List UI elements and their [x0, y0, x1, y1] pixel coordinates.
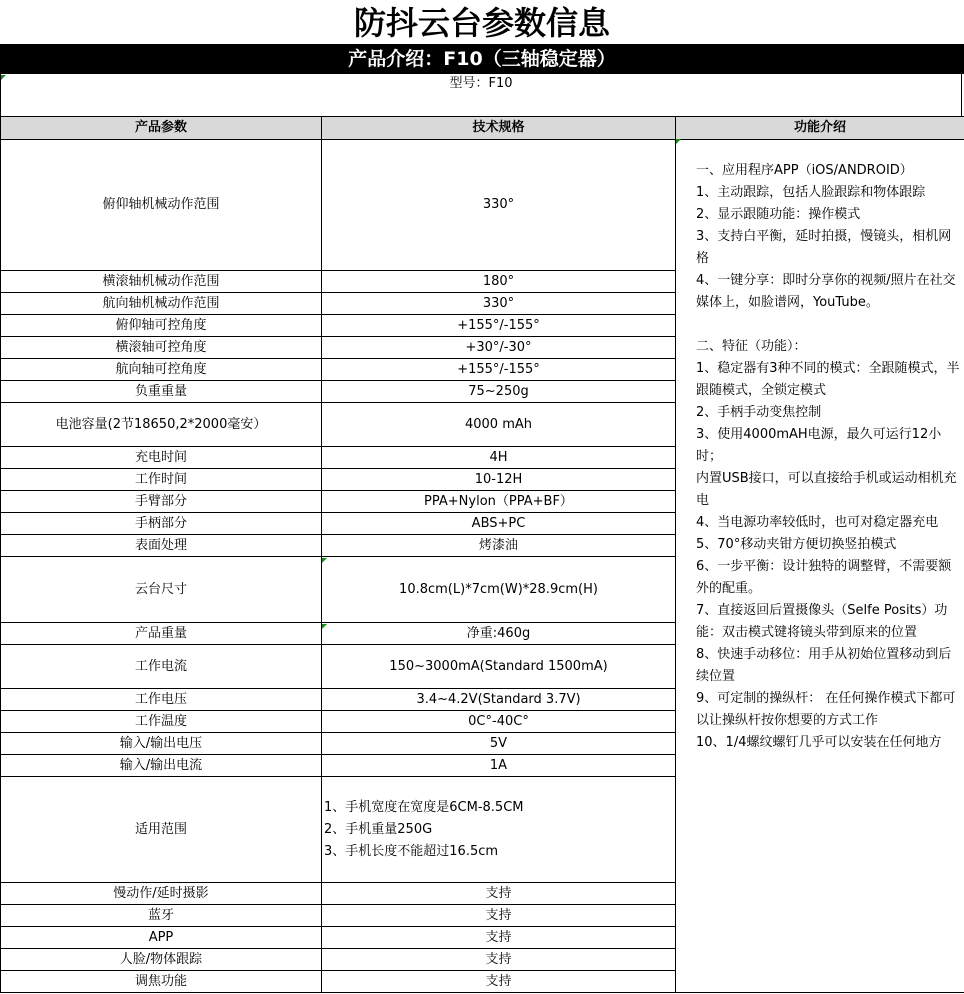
spec-cell: 5V [322, 733, 676, 755]
function-line: 5、70°移动夹钳方便切换竖拍模式 [696, 537, 897, 552]
function-line: 6、一步平衡：设计独特的调整臂，不需要额外的配重。 [696, 559, 952, 596]
param-cell: APP [1, 927, 322, 949]
param-cell: 俯仰轴可控角度 [1, 315, 322, 337]
function-line: 9、可定制的操纵杆： 在任何操作模式下都可以让操纵杆按你想要的方式工作 [696, 691, 956, 728]
spec-cell: 支持 [322, 927, 676, 949]
param-cell: 负重重量 [1, 381, 322, 403]
param-cell: 表面处理 [1, 535, 322, 557]
table-header-row [1, 117, 964, 140]
spec-cell: 180° [322, 271, 676, 293]
spec-cell: 支持 [322, 949, 676, 971]
function-line: 2、显示跟随功能：操作模式 [696, 207, 861, 222]
spec-cell: 1A [322, 755, 676, 777]
function-line: 10、1/4螺纹螺钉几乎可以安装在任何地方 [696, 735, 942, 750]
table-row [1, 140, 964, 271]
cell-marker-icon [676, 139, 681, 144]
param-cell: 横滚轴可控角度 [1, 337, 322, 359]
param-cell: 慢动作/延时摄影 [1, 883, 322, 905]
param-cell: 航向轴机械动作范围 [1, 293, 322, 315]
param-cell: 俯仰轴机械动作范围 [1, 140, 322, 271]
spec-cell: 0C°-40C° [322, 711, 676, 733]
product-intro-banner: 产品介绍：F10（三轴稳定器） [0, 44, 964, 74]
param-cell: 人脸/物体跟踪 [1, 949, 322, 971]
param-cell: 手臂部分 [1, 491, 322, 513]
spec-cell: 150~3000mA(Standard 1500mA) [322, 645, 676, 689]
function-line: 二、特征（功能）： [696, 339, 807, 354]
param-cell: 云台尺寸 [1, 557, 322, 623]
model-label: 型号：F10 [0, 74, 962, 116]
param-cell: 航向轴可控角度 [1, 359, 322, 381]
spec-line: 1、手机宽度在宽度是6CM-8.5CM [324, 799, 524, 815]
param-cell: 调焦功能 [1, 971, 322, 993]
page-title: 防抖云台参数信息 [353, 4, 610, 42]
spec-cell: 10.8cm(L)*7cm(W)*28.9cm(H) [322, 557, 676, 623]
param-cell: 蓝牙 [1, 905, 322, 927]
spec-cell: 330° [322, 293, 676, 315]
cell-marker-icon [322, 624, 327, 629]
spec-cell: 3.4~4.2V(Standard 3.7V) [322, 689, 676, 711]
spec-table [0, 116, 964, 993]
cell-marker-icon [1, 75, 6, 80]
param-cell: 电池容量(2节18650,2*2000毫安） [1, 403, 322, 447]
header-func: 功能介绍 [676, 117, 964, 140]
spec-cell: +30°/-30° [322, 337, 676, 359]
function-line: 1、主动跟踪，包括人脸跟踪和物体跟踪 [696, 185, 926, 200]
function-line: 内置USB接口，可以直接给手机或运动相机充电 [696, 471, 957, 508]
function-line: 2、手柄手动变焦控制 [696, 405, 822, 420]
param-cell: 工作时间 [1, 469, 322, 491]
function-line: 4、一键分享：即时分享你的视频/照片在社交媒体上，如脸谱网，YouTube。 [696, 273, 956, 310]
spec-cell: ABS+PC [322, 513, 676, 535]
function-line: 7、直接返回后置摄像头（Selfe Posits）功能：双击模式键将镜头带到原来的位置 [696, 603, 948, 640]
function-description-cell [676, 140, 964, 993]
spec-cell: 75~250g [322, 381, 676, 403]
function-line: 4、当电源功率较低时，也可对稳定器充电 [696, 515, 939, 530]
header-spec: 技术规格 [322, 117, 676, 140]
param-cell: 适用范围 [1, 777, 322, 883]
function-line: 8、快速手动移位：用手从初始位置移动到后续位置 [696, 647, 952, 684]
param-cell: 输入/输出电压 [1, 733, 322, 755]
function-line: 一、应用程序APP（iOS/ANDROID） [696, 163, 913, 178]
function-line: 1、稳定器有3种不同的模式：全跟随模式，半跟随模式，全锁定模式 [696, 361, 960, 398]
param-cell: 工作温度 [1, 711, 322, 733]
spec-cell: 净重:460g [322, 623, 676, 645]
spec-cell: 330° [322, 140, 676, 271]
spec-cell: 支持 [322, 971, 676, 993]
spec-cell: +155°/-155° [322, 359, 676, 381]
spec-cell: PPA+Nylon（PPA+BF） [322, 491, 676, 513]
param-cell: 工作电压 [1, 689, 322, 711]
spec-cell: 4000 mAh [322, 403, 676, 447]
spec-cell: 支持 [322, 883, 676, 905]
param-cell: 手柄部分 [1, 513, 322, 535]
param-cell: 充电时间 [1, 447, 322, 469]
param-cell: 产品重量 [1, 623, 322, 645]
spec-line: 2、手机重量250G [324, 821, 433, 837]
spec-cell: 烤漆油 [322, 535, 676, 557]
spec-cell: +155°/-155° [322, 315, 676, 337]
function-spacer [696, 314, 960, 336]
spec-cell [322, 777, 676, 883]
header-param: 产品参数 [1, 117, 322, 140]
function-line: 3、使用4000mAH电源，最久可运行12小时； [696, 427, 942, 464]
spec-cell: 4H [322, 447, 676, 469]
spec-cell: 10-12H [322, 469, 676, 491]
param-cell: 横滚轴机械动作范围 [1, 271, 322, 293]
cell-marker-icon [322, 558, 327, 563]
param-cell: 输入/输出电流 [1, 755, 322, 777]
spec-cell: 支持 [322, 905, 676, 927]
function-line: 3、支持白平衡，延时拍摄，慢镜头，相机网格 [696, 229, 952, 266]
spec-line: 3、手机长度不能超过16.5cm [324, 843, 499, 859]
param-cell: 工作电流 [1, 645, 322, 689]
